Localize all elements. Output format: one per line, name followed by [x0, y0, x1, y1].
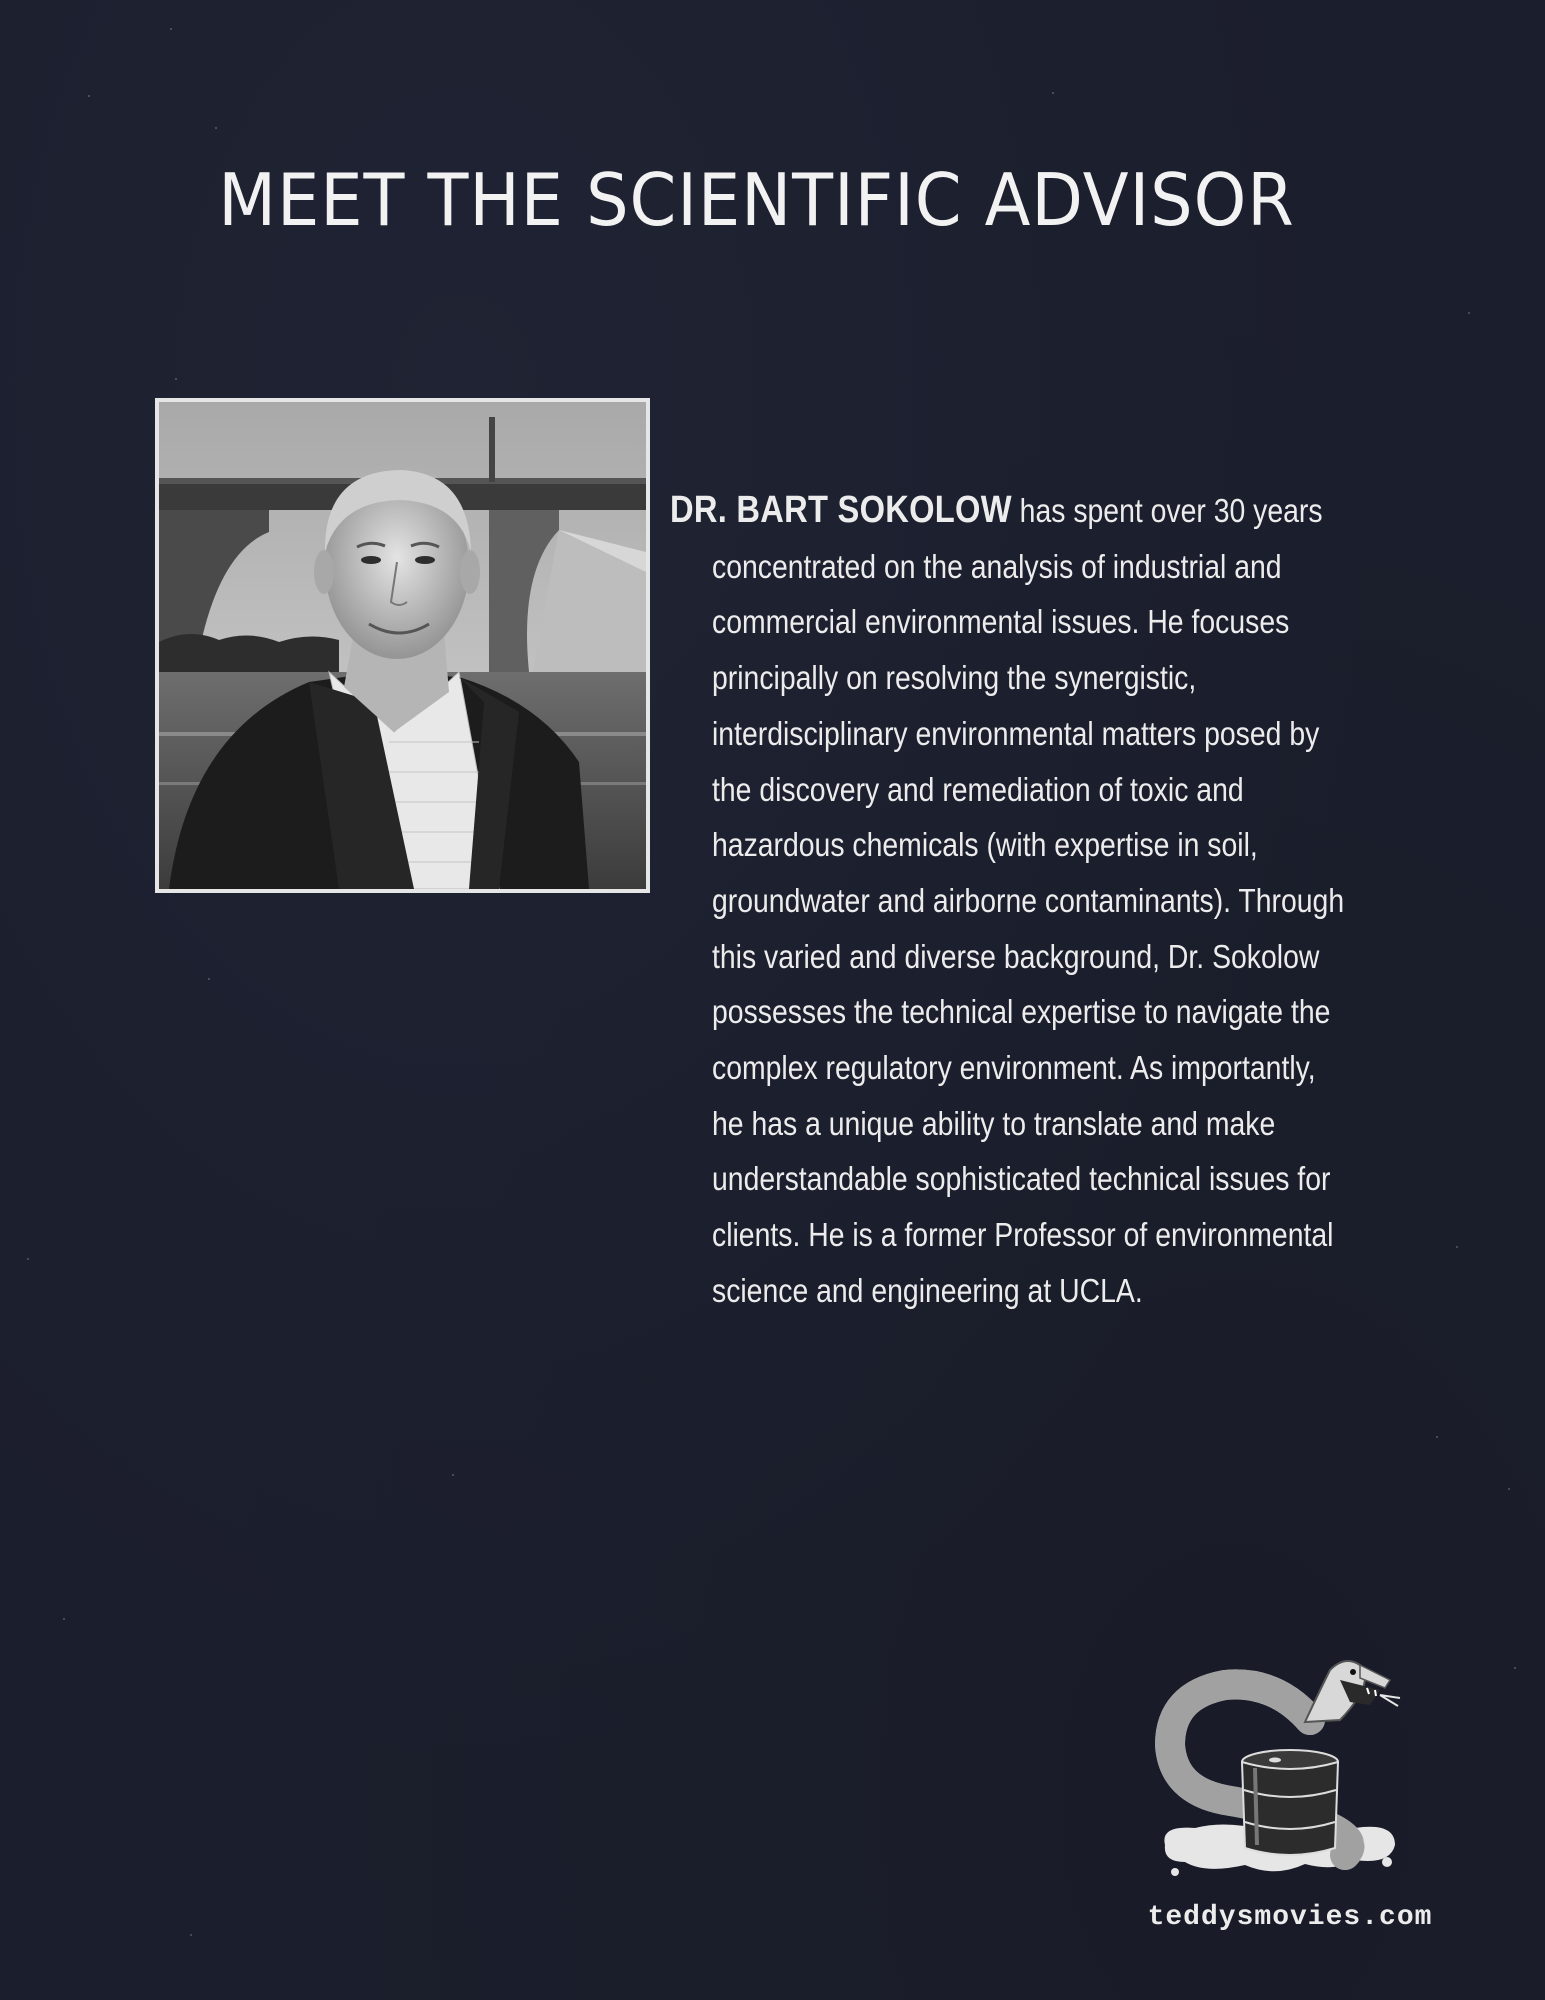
- speck: [215, 127, 217, 129]
- bio-line: groundwater and airborne contaminants). Through: [712, 881, 1345, 919]
- bio-line: complex regulatory environment. As importantly,: [712, 1049, 1316, 1087]
- page-title: MEET THE SCIENTIFIC ADVISOR: [218, 158, 1295, 242]
- speck: [1052, 92, 1054, 94]
- bio-line: principally on resolving the synergistic,: [712, 659, 1197, 697]
- speck: [1468, 312, 1470, 314]
- speck: [452, 1474, 454, 1476]
- advisor-photo: [155, 398, 650, 893]
- speck: [208, 978, 210, 980]
- bio-line: commercial environmental issues. He focuses: [712, 603, 1290, 641]
- bio-line: hazardous chemicals (with expertise in soil,: [712, 826, 1258, 864]
- advisor-bio: [670, 483, 1450, 1319]
- bio-line: has spent over 30 years: [1011, 492, 1323, 529]
- bio-line: clients. He is a former Professor of environmental: [712, 1216, 1334, 1254]
- bio-line: this varied and diverse background, Dr. Sokolow: [712, 937, 1320, 975]
- advisor-portrait-image: [159, 402, 646, 889]
- speck: [88, 95, 90, 97]
- bio-line: possesses the technical expertise to navigate the: [712, 993, 1331, 1031]
- bio-line: the discovery and remediation of toxic and: [712, 770, 1244, 808]
- bio-line: understandable sophisticated technical issues for: [712, 1160, 1331, 1198]
- speck: [1436, 1436, 1438, 1438]
- speck: [63, 1618, 65, 1620]
- speck: [175, 378, 177, 380]
- speck: [27, 1258, 29, 1260]
- speck: [1508, 1488, 1510, 1490]
- website-url: teddysmovies.com: [1147, 1902, 1433, 1933]
- speck: [190, 1934, 192, 1936]
- bio-line: science and engineering at UCLA.: [712, 1271, 1143, 1309]
- bio-line: interdisciplinary environmental matters posed by: [712, 714, 1320, 752]
- advisor-name: DR. BART SOKOLOW: [670, 489, 1012, 531]
- speck: [1456, 1246, 1458, 1248]
- bio-line: concentrated on the analysis of industrial and: [712, 547, 1282, 585]
- bio-line: he has a unique ability to translate and make: [712, 1104, 1276, 1142]
- speck: [1514, 1667, 1516, 1669]
- bio-first-line: [670, 483, 1341, 539]
- speck: [170, 28, 172, 30]
- snake-and-barrel-icon: [1155, 1650, 1405, 1890]
